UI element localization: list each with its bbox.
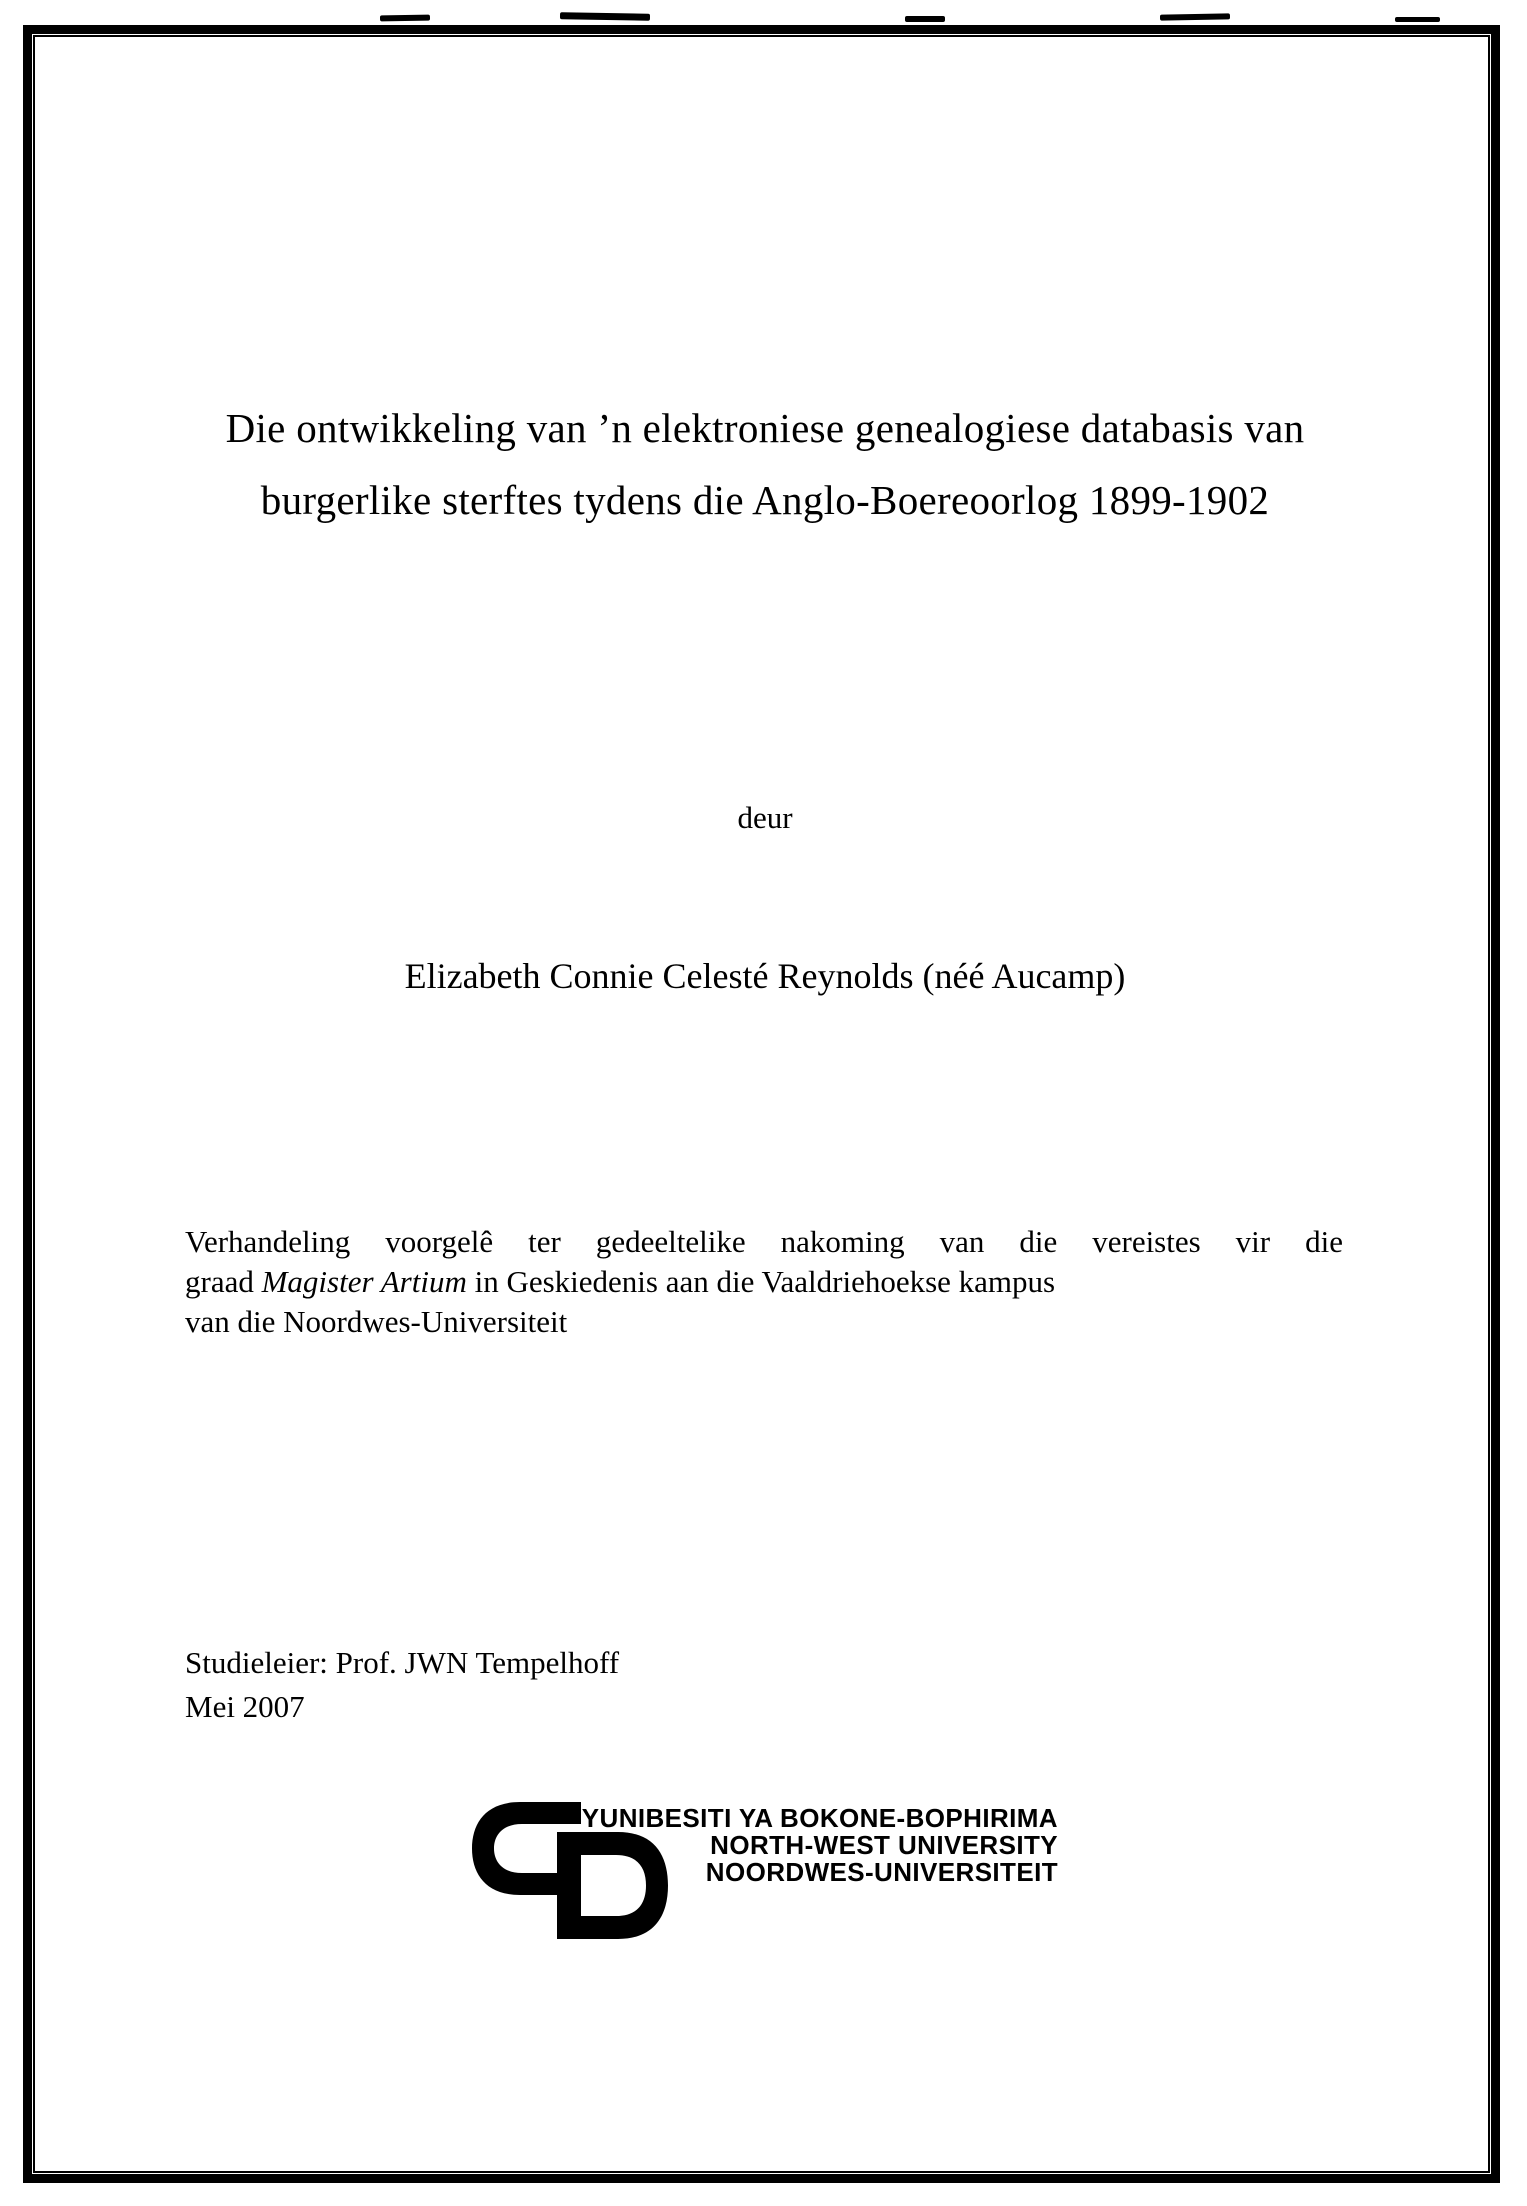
- scan-artifact: [905, 16, 945, 22]
- degree-name-italic: Magister Artium: [261, 1264, 467, 1299]
- scan-artifact: [1160, 13, 1230, 20]
- byline-deur: deur: [737, 800, 793, 835]
- degree-statement-line2-suffix: in Geskiedenis aan die Vaaldriehoekse kampus: [466, 1264, 1056, 1299]
- degree-statement-line2: [185, 1262, 1343, 1302]
- supervisor-block: [185, 1641, 1343, 1729]
- degree-statement-line1: Verhandeling voorgelê ter gedeeltelike nakoming van die vereistes vir die: [185, 1224, 1343, 1259]
- logo-text-line2: NORTH-WEST UNIVERSITY: [710, 1830, 1058, 1860]
- degree-statement-line2-prefix: graad: [185, 1264, 262, 1299]
- degree-statement-line3: van die Noordwes-Universiteit: [185, 1304, 568, 1339]
- thesis-title-line2: burgerlike sterftes tydens die Anglo-Boereoorlog 1899-1902: [260, 477, 1270, 523]
- thesis-title-line1: Die ontwikkeling van ’n elektroniese genealogiese databasis van: [225, 405, 1305, 451]
- logo-text-line3: NOORDWES-UNIVERSITEIT: [705, 1857, 1058, 1887]
- thesis-title: [180, 392, 1350, 536]
- scan-artifact: [560, 12, 650, 21]
- author-name: Elizabeth Connie Celesté Reynolds (néé Aucamp): [404, 956, 1126, 996]
- scan-artifact: [380, 15, 430, 22]
- degree-statement: [185, 1222, 1343, 1342]
- university-logo-text: [580, 1805, 1058, 1886]
- date-line: Mei 2007: [185, 1689, 305, 1724]
- logo-text-line1: YUNIBESITI YA BOKONE-BOPHIRIMA: [581, 1803, 1058, 1833]
- supervisor-line: Studieleier: Prof. JWN Tempelhoff: [185, 1645, 620, 1680]
- scan-artifact: [1395, 17, 1440, 22]
